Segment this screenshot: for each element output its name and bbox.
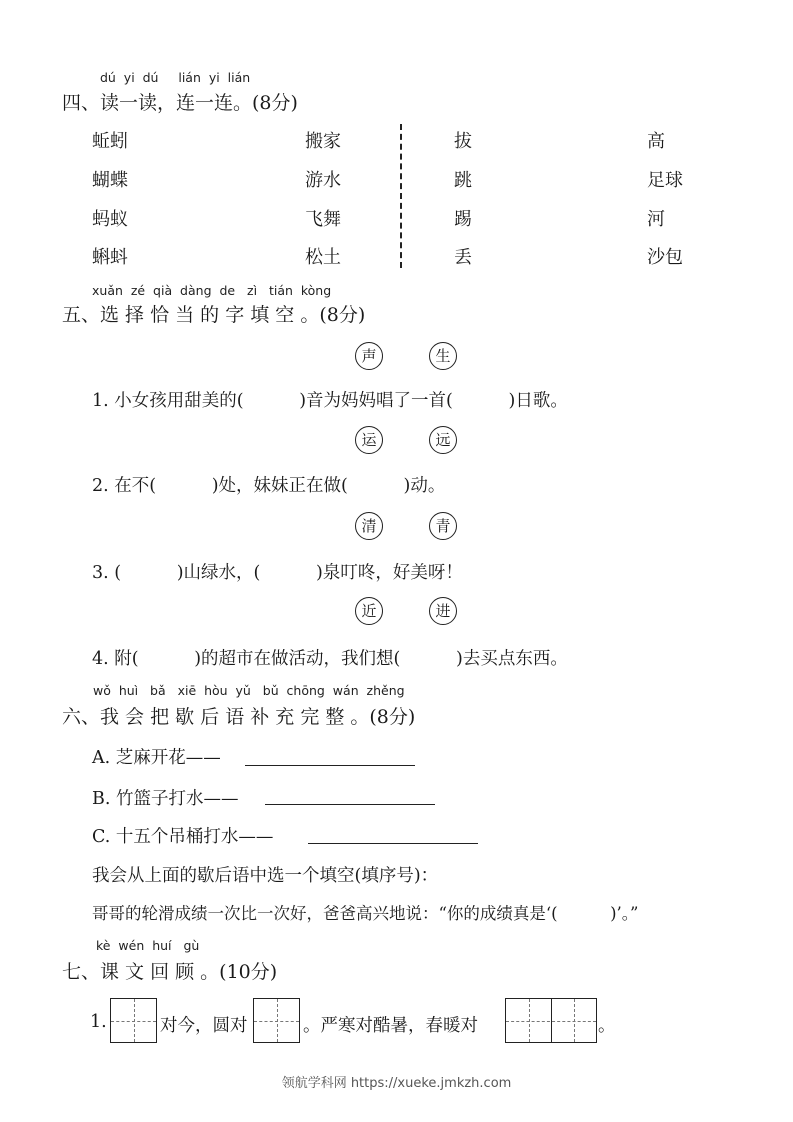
fill-sentence-2: 2. 在不( )处，妹妹正在做( )动。: [92, 476, 446, 496]
xiehouyu-c-blank[interactable]: [308, 843, 478, 844]
char-choice-circle: 进: [429, 597, 457, 625]
section5-title: 五、选 择 恰 当 的 字 填 空 。(8分): [62, 304, 366, 326]
word-col2-4: 松土: [305, 247, 341, 268]
word-col3-1: 拔: [454, 131, 472, 152]
xiehouyu-sentence: 哥哥的轮滑成绩一次比一次好，爸爸高兴地说：“你的成绩真是‘( )’。”: [92, 904, 639, 923]
section5-pinyin: xuǎn zé qià dàng de zì tián kòng: [92, 283, 332, 298]
char-choice-circle: 清: [355, 512, 383, 540]
tianzige-box-3[interactable]: [505, 998, 597, 1043]
word-col3-4: 丢: [454, 247, 472, 268]
char-choice-circle: 青: [429, 512, 457, 540]
word-col2-3: 飞舞: [305, 209, 341, 230]
xiehouyu-b-blank[interactable]: [265, 804, 435, 805]
word-col4-1: 高: [647, 131, 665, 152]
char-choice-circle: 运: [355, 426, 383, 454]
word-col2-1: 搬家: [305, 131, 341, 152]
fill-sentence-4: 4. 附( )的超市在做活动，我们想( )去买点东西。: [92, 649, 568, 669]
word-col4-4: 沙包: [647, 247, 683, 268]
word-col3-3: 踢: [454, 209, 472, 230]
fill-sentence-3: 3. ( )山绿水，( )泉叮咚，好美呀！: [92, 563, 463, 583]
section7-pinyin: kè wén huí gù: [96, 938, 200, 953]
word-col1-3: 蚂蚁: [92, 209, 128, 230]
word-col1-4: 蝌蚪: [92, 247, 128, 268]
section6-pinyin: wǒ huì bǎ xiē hòu yǔ bǔ chōng wán zhěng: [93, 683, 405, 698]
xiehouyu-c-text: C. 十五个吊桶打水——: [92, 827, 274, 847]
word-col2-2: 游水: [305, 170, 341, 191]
char-choice-circle: 生: [429, 342, 457, 370]
word-col4-3: 河: [647, 209, 665, 230]
fill-sentence-1: 1. 小女孩用甜美的( )音为妈妈唱了一首( )日歌。: [92, 391, 568, 411]
section7-title: 七、课 文 回 顾 。(10分): [62, 961, 278, 983]
q1-text-3: 。: [598, 1016, 616, 1036]
xiehouyu-instruction: 我会从上面的歇后语中选一个填空(填序号)：: [92, 866, 439, 886]
char-choice-circle: 近: [355, 597, 383, 625]
word-col1-2: 蝴蝶: [92, 170, 128, 191]
q1-number: 1.: [90, 1012, 107, 1032]
tianzige-box-1[interactable]: [110, 998, 157, 1043]
section4-title: 四、读一读，连一连。(8分): [62, 92, 298, 114]
word-col3-2: 跳: [454, 170, 472, 191]
xiehouyu-a-text: A. 芝麻开花——: [92, 748, 221, 768]
dashed-divider: [400, 124, 402, 268]
word-col4-2: 足球: [647, 170, 683, 191]
char-choice-circle: 声: [355, 342, 383, 370]
char-choice-circle: 远: [429, 426, 457, 454]
xiehouyu-b-text: B. 竹篮子打水——: [92, 789, 239, 809]
tianzige-box-2[interactable]: [253, 998, 300, 1043]
word-col1-1: 蚯蚓: [92, 131, 128, 152]
q1-text-2: 。严寒对酷暑，春暖对: [303, 1016, 478, 1036]
section6-title: 六、我 会 把 歇 后 语 补 充 完 整 。(8分): [62, 706, 416, 728]
q1-text-1: 对今，圆对: [160, 1016, 248, 1036]
footer-watermark: 领航学科网 https://xueke.jmkzh.com: [281, 1076, 512, 1091]
xiehouyu-a-blank[interactable]: [245, 765, 415, 766]
section4-pinyin: dú yi dú lián yi lián: [100, 70, 251, 85]
